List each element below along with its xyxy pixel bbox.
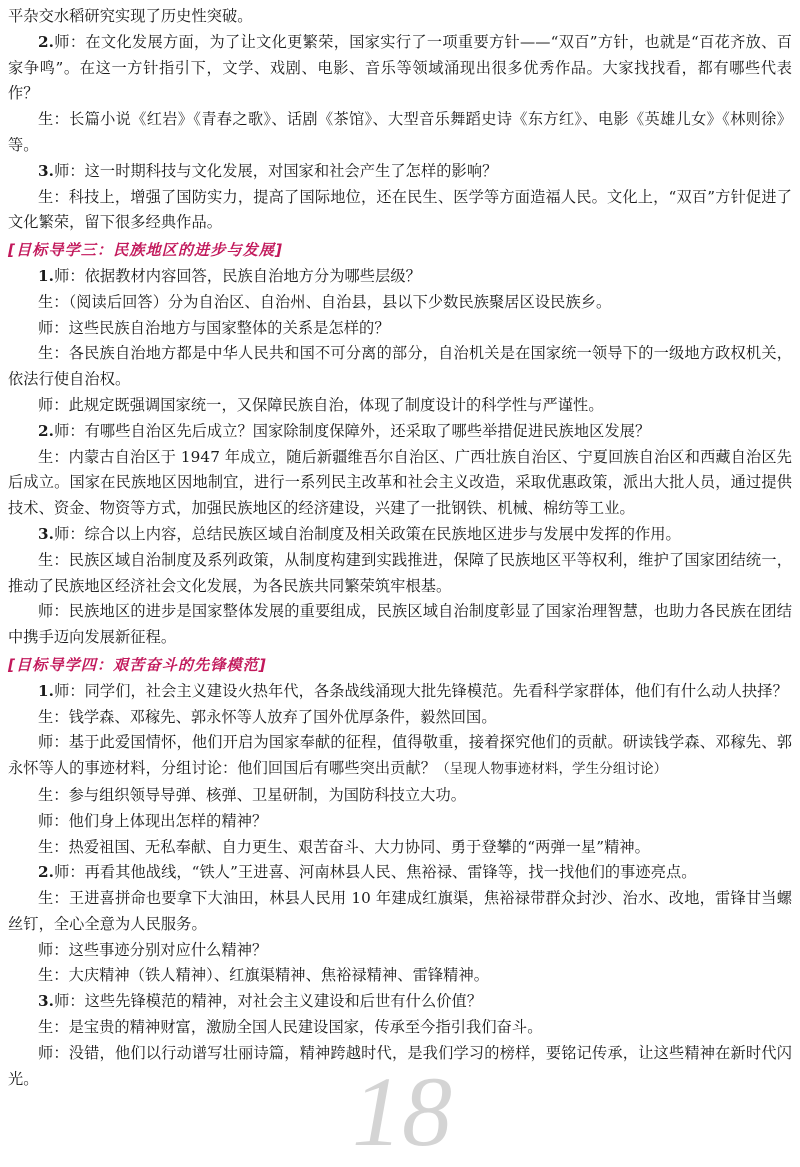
question-number: 2. xyxy=(38,863,55,882)
question-text: 师：依据教材内容回答，民族自治地方分为哪些层级？ xyxy=(54,266,421,285)
document-page xyxy=(8,4,792,1092)
student-answer: 生：长篇小说《红岩》《青春之歌》、话剧《茶馆》、大型音乐舞蹈史诗《东方红》、电影《英雄儿女》《林则徐》等。 xyxy=(8,110,792,154)
teacher-question xyxy=(8,860,792,886)
teacher-question: 师：这些民族自治地方与国家整体的关系是怎样的？ xyxy=(38,318,390,337)
question-number: 1. xyxy=(38,681,55,700)
question-text: 师：同学们，社会主义建设火热年代，各条战线涌现大批先锋模范。先看科学家群体，他们有什么动人抉择？ xyxy=(54,681,788,700)
student-answer: 生：王进喜拼命也要拿下大油田，林县人民用 10 年建成红旗渠，焦裕禄带群众封沙、治水、改地，雷锋甘当螺丝钉，全心全意为人民服务。 xyxy=(8,889,792,933)
teacher-comment: 师：没错，他们以行动谱写壮丽诗篇，精神跨越时代，是我们学习的榜样，要铭记传承，让这些精神在新时代闪光。 xyxy=(8,1043,792,1088)
question-text: 师：综合以上内容，总结民族区域自治制度及相关政策在民族地区进步与发展中发挥的作用。 xyxy=(54,524,681,543)
teacher-question xyxy=(8,679,792,705)
teacher-comment: 师：民族地区的进步是国家整体发展的重要组成，民族区域自治制度彰显了国家治理智慧，也助力各民族在团结中携手迈向发展新征程。 xyxy=(8,602,792,647)
question-number: 3. xyxy=(38,992,55,1011)
comment-text: 师：基于此爱国情怀，他们开启为国家奉献的征程，值得敬重，接着探究他们的贡献。研读钱学森、邓稼先、郭永怀等人的事迹材料，分组讨论：他们回国后有哪些突出贡献？ xyxy=(8,733,792,778)
section-heading: [目标导学三：民族地区的进步与发展] xyxy=(8,241,283,260)
teacher-question xyxy=(8,989,792,1015)
page-number: 18 xyxy=(352,1056,452,1167)
classroom-note: （呈现人物事迹材料，学生分组讨论） xyxy=(436,761,668,778)
question-text: 师：这一时期科技与文化发展，对国家和社会产生了怎样的影响？ xyxy=(54,161,498,180)
teacher-question xyxy=(8,30,792,107)
student-answer: 生：科技上，增强了国防实力，提高了国际地位，还在民生、医学等方面造福人民。文化上，“双百”方针促进了文化繁荣，留下很多经典作品。 xyxy=(8,187,792,232)
student-answer: 生：参与组织领导导弹、核弹、卫星研制，为国防科技立大功。 xyxy=(38,785,467,804)
student-answer: 生：是宝贵的精神财富，激励全国人民建设国家，传承至今指引我们奋斗。 xyxy=(38,1018,543,1037)
teacher-question xyxy=(8,264,792,290)
student-answer: 生：热爱祖国、无私奉献、自力更生、艰苦奋斗、大力协同、勇于登攀的“两弹一星”精神。 xyxy=(38,837,650,856)
student-answer: 生：各民族自治地方都是中华人民共和国不可分离的部分，自治机关是在国家统一领导下的一级地方政权机关，依法行使自治权。 xyxy=(8,344,792,389)
teacher-question xyxy=(8,419,792,445)
student-answer: 生：钱学森、邓稼先、郭永怀等人放弃了国外优厚条件，毅然回国。 xyxy=(38,707,497,726)
student-answer: 生：大庆精神（铁人精神）、红旗渠精神、焦裕禄精神、雷锋精神。 xyxy=(38,966,490,985)
question-text: 师：这些先锋模范的精神，对社会主义建设和后世有什么价值？ xyxy=(54,992,483,1011)
section-heading: [目标导学四：艰苦奋斗的先锋模范] xyxy=(8,655,267,674)
question-number: 2. xyxy=(38,421,55,440)
student-answer: 生：内蒙古自治区于 1947 年成立，随后新疆维吾尔自治区、广西壮族自治区、宁夏回族自治区和西藏自治区先后成立。国家在民族地区因地制宜，进行一系列民主改革和社会主义改造，采取优惠政策，派出大批人员，通过提供技术、资金、物资等方式，加强民族地区的经济建设，兴建了一批钢铁、机械、棉纺等工业。 xyxy=(8,447,792,518)
student-answer: 生：民族区域自治制度及系列政策，从制度构建到实践推进，保障了民族地区平等权利，维护了国家团结统一，推动了民族地区经济社会文化发展，为各民族共同繁荣筑牢根基。 xyxy=(8,550,792,595)
student-answer: 生：（阅读后回答）分为自治区、自治州、自治县，县以下少数民族聚居区设民族乡。 xyxy=(38,292,612,311)
teacher-comment xyxy=(8,730,792,783)
question-number: 2. xyxy=(38,32,55,51)
question-number: 1. xyxy=(38,266,55,285)
question-number: 3. xyxy=(38,161,55,180)
question-number: 3. xyxy=(38,524,55,543)
question-text: 师：再看其他战线，“铁人”王进喜、河南林县人民、焦裕禄、雷锋等，找一找他们的事迹亮点。 xyxy=(54,863,697,882)
teacher-question: 师：他们身上体现出怎样的精神？ xyxy=(38,811,268,830)
question-text: 师：在文化发展方面，为了让文化更繁荣，国家实行了一项重要方针——“双百”方针，也就是“百花齐放、百家争鸣”。在这一方针指引下，文学、戏剧、电影、音乐等领域涌现出很多优秀作品。大家找找看，都有哪些代表作？ xyxy=(8,32,792,103)
teacher-comment: 师：此规定既强调国家统一，又保障民族自治，体现了制度设计的科学性与严谨性。 xyxy=(38,395,604,414)
paragraph: 平杂交水稻研究实现了历史性突破。 xyxy=(8,7,253,25)
teacher-question: 师：这些事迹分别对应什么精神？ xyxy=(38,940,268,959)
teacher-question xyxy=(8,522,792,548)
teacher-question xyxy=(8,159,792,185)
question-text: 师：有哪些自治区先后成立？国家除制度保障外，还采取了哪些举措促进民族地区发展？ xyxy=(54,421,651,440)
